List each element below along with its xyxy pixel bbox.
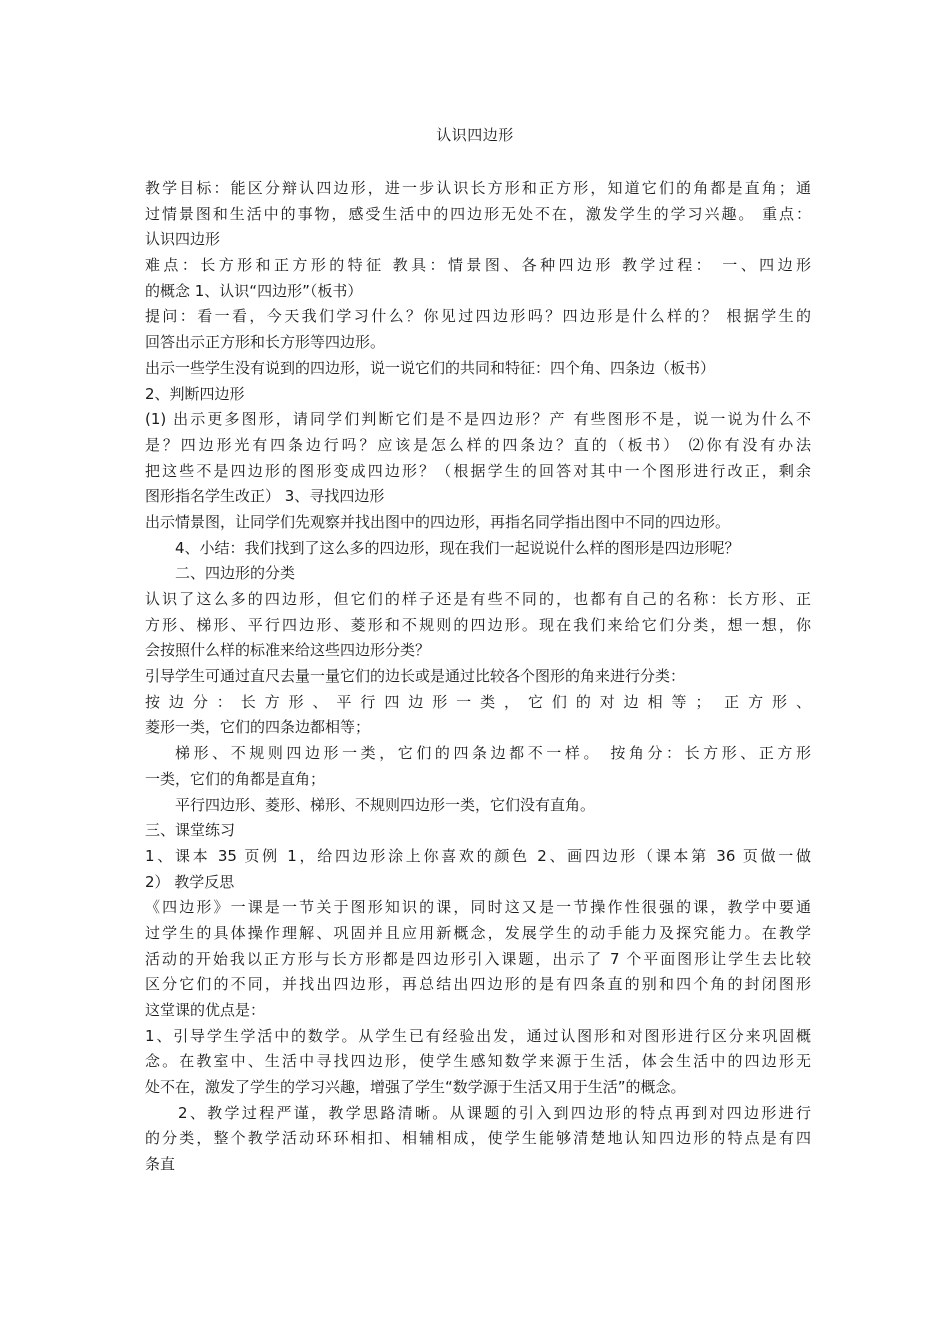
paragraph-line: 《四边形》一课是一节关于图形知识的课，同时这又是一节操作性很强的课，教学中要通 bbox=[145, 898, 811, 917]
paragraph-line: 认识四边形 bbox=[145, 230, 221, 249]
document-title: 认识四边形 bbox=[436, 126, 514, 144]
paragraph-line: 这堂课的优点是： bbox=[145, 1001, 266, 1019]
paragraph-line: 认识了这么多的四边形，但它们的样子还是有些不同的，也都有自己的名称：长方形、正 bbox=[145, 590, 811, 608]
paragraph-line: 提问：看一看，今天我们学习什么？你见过四边形吗？四边形是什么样的？ 根据学生的 bbox=[145, 307, 811, 326]
paragraph-line: 2、判断四边形 bbox=[145, 384, 245, 403]
paragraph-line: 1、课本 35 页例 1，给四边形涂上你喜欢的颜色 2、画四边形（课本第 36 页做一做 bbox=[145, 846, 811, 865]
paragraph-line: 活动的开始我以正方形与长方形都是四边形引入课题，出示了 7 个平面图形让学生去比较 bbox=[145, 949, 811, 968]
paragraph-line: 方形、梯形、平行四边形、菱形和不规则的四边形。现在我们来给它们分类，想一想，你 bbox=[145, 615, 811, 634]
paragraph-line: 难点：长方形和正方形的特征 教具：情景图、各种四边形 教学过程： 一、四边形 bbox=[145, 256, 811, 275]
paragraph-line: 引导学生可通过直尺去量一量它们的边长或是通过比较各个图形的角来进行分类： bbox=[145, 667, 686, 686]
paragraph-line: 念。在教室中、生活中寻找四边形，使学生感知数学来源于生活，体会生活中的四边形无 bbox=[145, 1052, 811, 1071]
paragraph-line: 二、四边形的分类 bbox=[175, 564, 296, 583]
paragraph-line: 会按照什么样的标准来给这些四边形分类？ bbox=[145, 641, 431, 660]
paragraph-line: 2） 教学反思 bbox=[145, 872, 235, 891]
paragraph-line: 按边分：长方形、平行四边形一类，它们的对边相等； 正方形、 bbox=[145, 692, 811, 711]
paragraph-line: 是？四边形光有四条边行吗？应该是怎么样的四条边？直的（板书） ⑵你有没有办法 bbox=[145, 435, 811, 454]
document-body bbox=[145, 176, 811, 1178]
paragraph-line: 4、小结：我们找到了这么多的四边形，现在我们一起说说什么样的图形是四边形呢？ bbox=[175, 538, 740, 557]
paragraph-line: 三、课堂练习 bbox=[145, 821, 236, 840]
paragraph-line: 出示情景图，让同学们先观察并找出图中的四边形，再指名同学指出图中不同的四边形。 bbox=[145, 512, 731, 531]
paragraph-line: 出示一些学生没有说到的四边形，说一说它们的共同和特征：四个角、四条边（板书） bbox=[145, 358, 716, 377]
paragraph-line: 2、教学过程严谨，教学思路清晰。从课题的引入到四边形的特点再到对四边形进行 bbox=[178, 1103, 811, 1122]
paragraph-line: 平行四边形、菱形、梯形、不规则四边形一类，它们没有直角。 bbox=[175, 795, 596, 814]
paragraph-line: 过学生的具体操作理解、巩固并且应用新概念，发展学生的动手能力及探究能力。在教学 bbox=[145, 923, 811, 942]
paragraph-line: 过情景图和生活中的事物，感受生活中的四边形无处不在，激发学生的学习兴趣。 重点： bbox=[145, 204, 811, 223]
paragraph-line: 图形指名学生改正） 3、寻找四边形 bbox=[145, 487, 385, 506]
paragraph-line: (1) 出示更多图形，请同学们判断它们是不是四边形？产 有些图形不是，说一说为什么不 bbox=[145, 410, 811, 429]
paragraph-line: 梯形、不规则四边形一类，它们的四条边都不一样。 按角分：长方形、正方形 bbox=[175, 744, 811, 763]
paragraph-line: 把这些不是四边形的图形变成四边形？（根据学生的回答对其中一个图形进行改正，剩余 bbox=[145, 461, 811, 480]
paragraph-line: 处不在，激发了学生的学习兴趣，增强了学生“数学源于生活又用于生活”的概念。 bbox=[145, 1078, 686, 1097]
paragraph-line: 教学目标：能区分辩认四边形，进一步认识长方形和正方形，知道它们的角都是直角；通 bbox=[145, 179, 811, 197]
paragraph-line: 条直 bbox=[145, 1155, 176, 1174]
paragraph-line: 1、引导学生学活中的数学。从学生已有经验出发，通过认图形和对图形进行区分来巩固概 bbox=[145, 1026, 811, 1045]
paragraph-line: 菱形一类，它们的四条边都相等； bbox=[145, 718, 371, 737]
paragraph-line: 回答出示正方形和长方形等四边形。 bbox=[145, 333, 386, 352]
paragraph-line: 的概念 1、认识“四边形”（板书） bbox=[145, 281, 363, 300]
paragraph-line: 一类，它们的角都是直角； bbox=[145, 769, 326, 788]
paragraph-line: 区分它们的不同，并找出四边形，再总结出四边形的是有四条直的别和四个角的封闭图形 bbox=[145, 975, 811, 994]
paragraph-line: 的分类，整个教学活动环环相扣、相辅相成，使学生能够清楚地认知四边形的特点是有四 bbox=[145, 1129, 811, 1148]
